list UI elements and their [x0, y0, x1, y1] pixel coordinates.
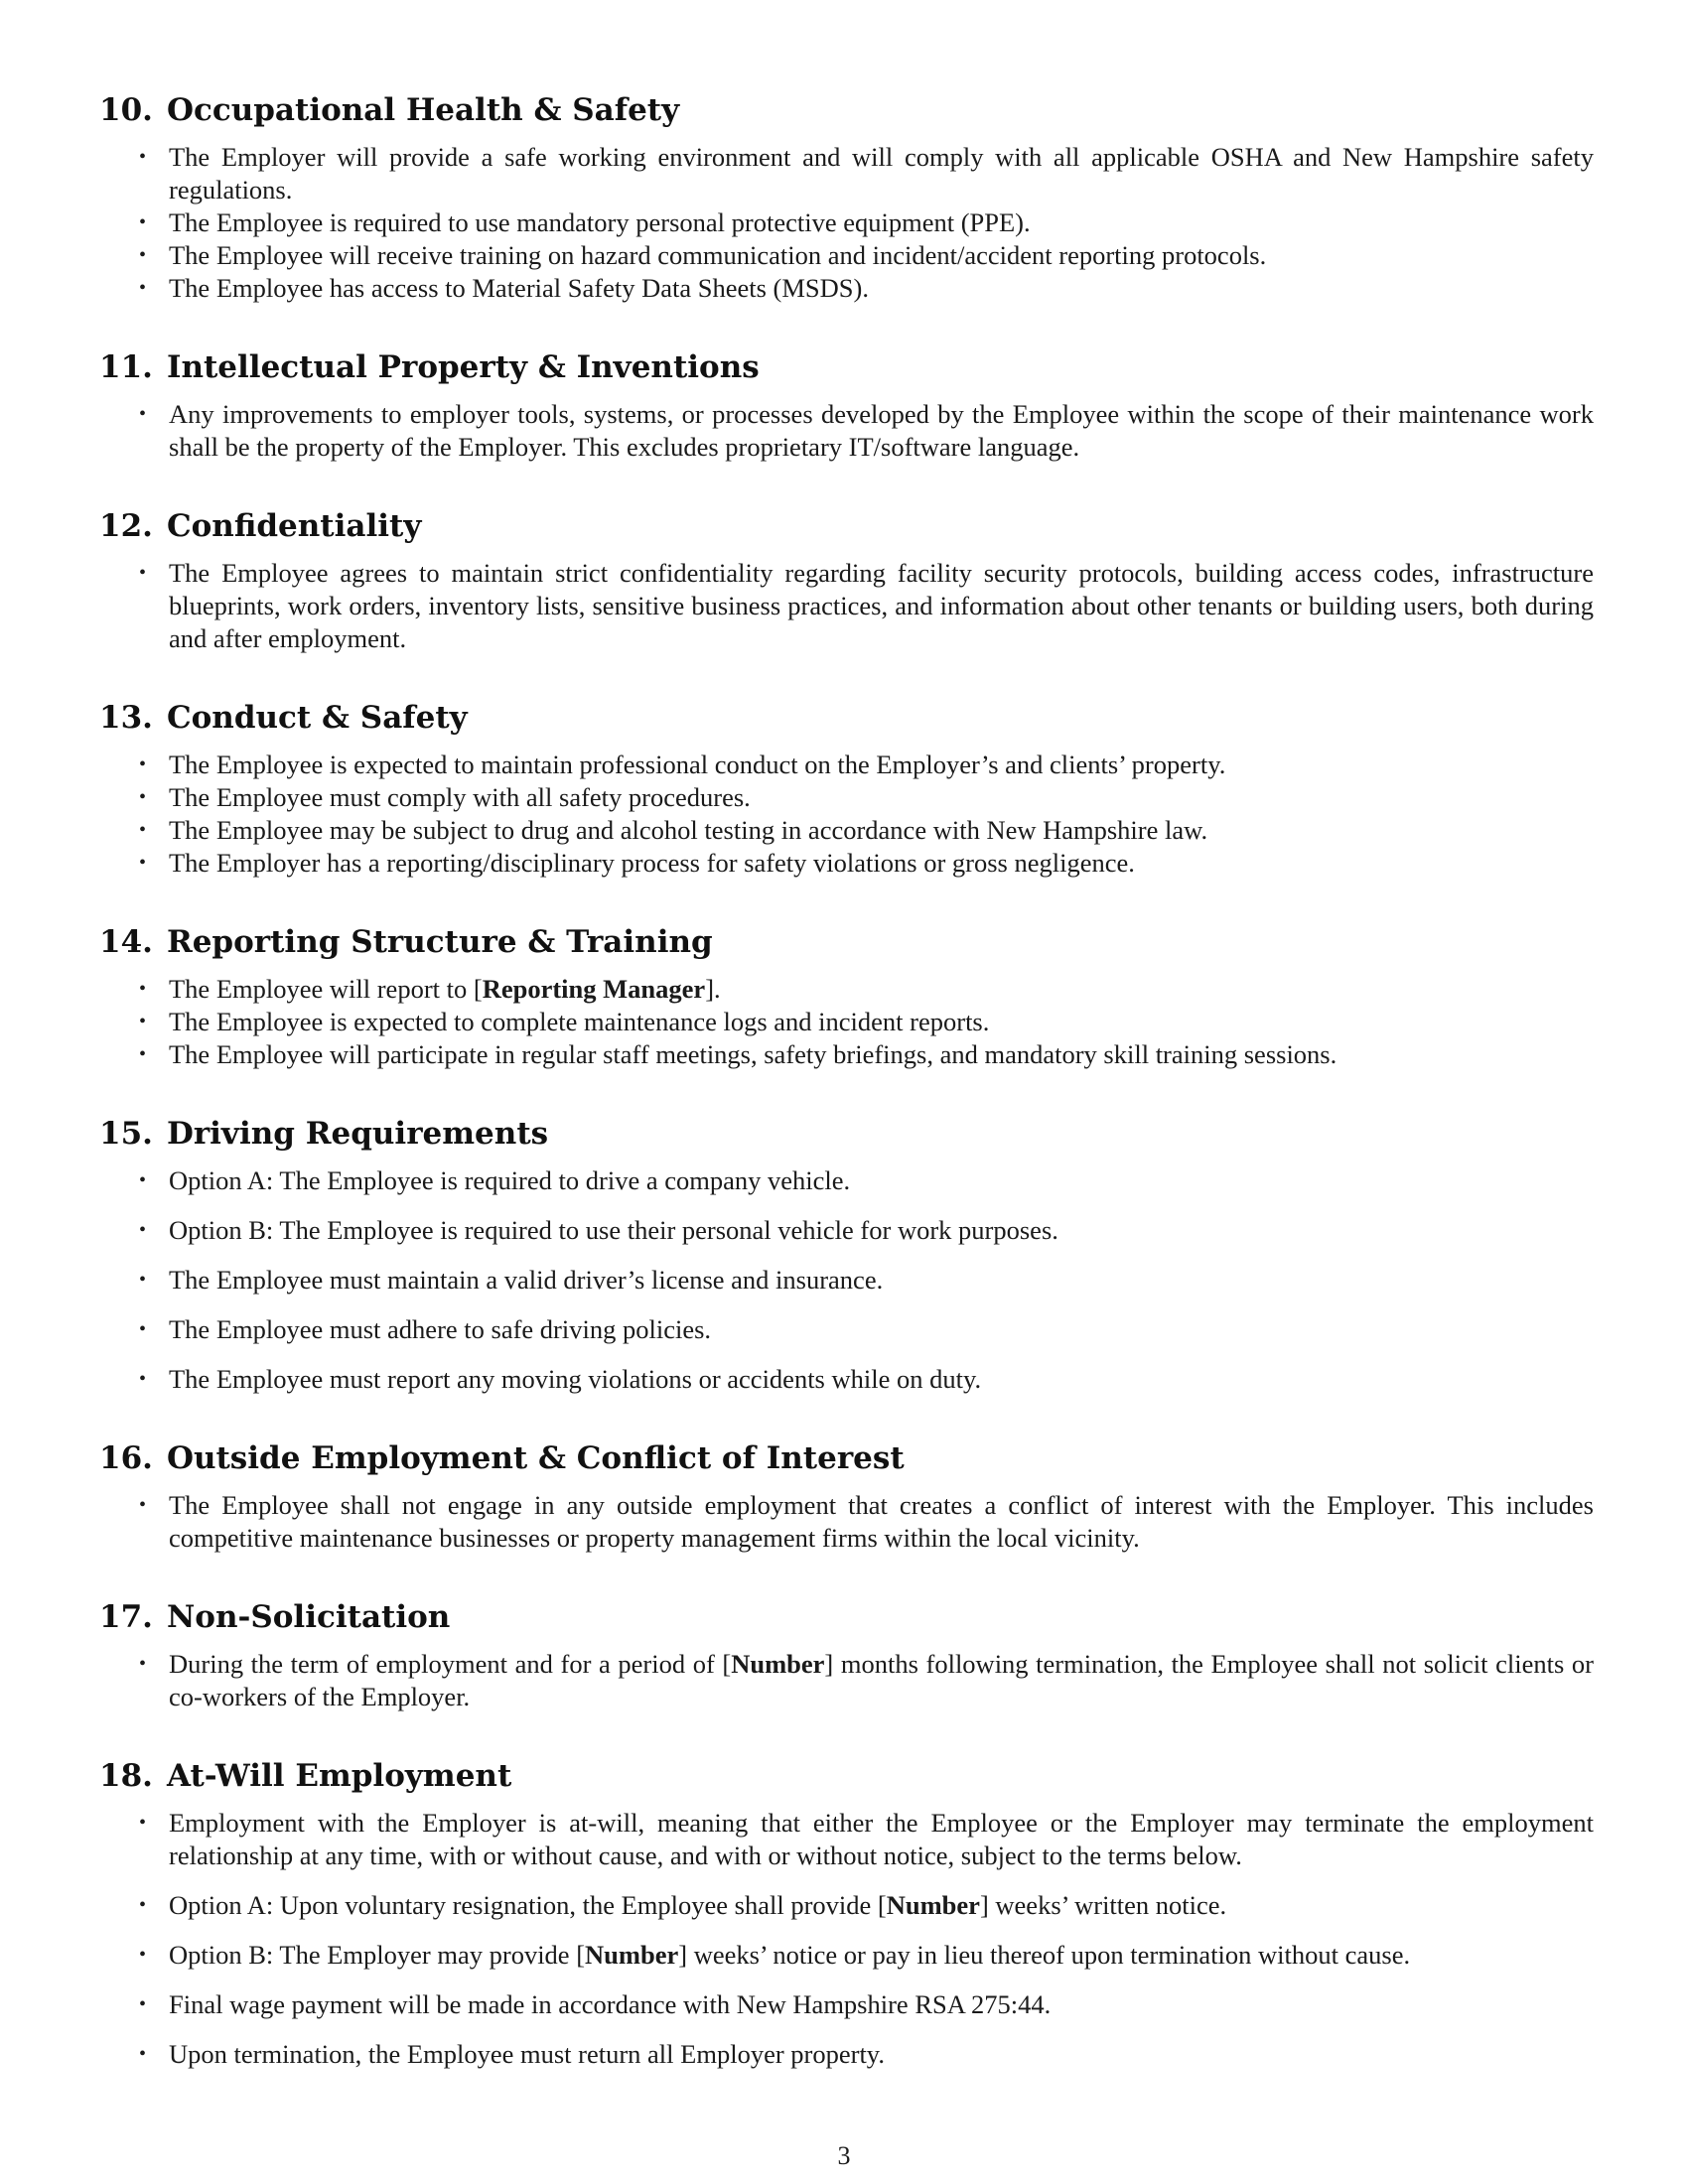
section-heading	[99, 1757, 1594, 1795]
list-item-text: The Employee must adhere to safe driving policies.	[169, 1314, 712, 1344]
bullet-icon: •	[139, 1169, 147, 1191]
bullet-list	[99, 1164, 1594, 1396]
section	[99, 1439, 1594, 1555]
page-number: 3	[837, 2141, 851, 2170]
section	[99, 348, 1594, 464]
section-number: 11.	[99, 349, 153, 385]
section	[99, 1115, 1594, 1396]
list-item-text: During the term of employment and for a period of [	[169, 1649, 732, 1679]
section-heading	[99, 1439, 1594, 1477]
bullet-list	[99, 1648, 1594, 1713]
bullet-icon: •	[139, 1993, 147, 2015]
list-item	[99, 749, 1594, 781]
bullet-icon: •	[139, 244, 147, 266]
bullet-icon: •	[139, 277, 147, 299]
document-page	[99, 91, 1594, 2115]
section-title: Driving Requirements	[166, 1116, 549, 1152]
bullet-icon: •	[139, 1318, 147, 1340]
bullet-icon: •	[139, 1653, 147, 1675]
bullet-icon: •	[139, 978, 147, 1000]
list-item	[99, 781, 1594, 814]
bullet-list	[99, 398, 1594, 464]
bullet-icon: •	[139, 819, 147, 841]
list-item-text: ].	[705, 974, 721, 1004]
list-item-text: The Employer has a reporting/disciplinary process for safety violations or gross negligence.	[169, 848, 1135, 878]
section-heading	[99, 699, 1594, 737]
list-item-text: The Employee may be subject to drug and alcohol testing in accordance with New Hampshire law.	[169, 815, 1208, 845]
section-title: Reporting Structure & Training	[166, 924, 713, 960]
bullet-list	[99, 1807, 1594, 2071]
list-item	[99, 1038, 1594, 1071]
list-item-text: The Employer will provide a safe working environment and will comply with all applicable OSHA and New Hampshire safety regulations.	[169, 142, 1594, 205]
bullet-icon: •	[139, 1368, 147, 1390]
list-item	[99, 1264, 1594, 1297]
list-item-text: Option A: The Employee is required to drive a company vehicle.	[169, 1165, 851, 1195]
list-item-text: The Employee will receive training on hazard communication and incident/accident reporting protocols.	[169, 240, 1267, 270]
list-item	[99, 239, 1594, 272]
bullet-icon: •	[139, 562, 147, 584]
list-item	[99, 1489, 1594, 1555]
bullet-icon: •	[139, 1043, 147, 1065]
list-item	[99, 398, 1594, 464]
list-item	[99, 847, 1594, 880]
list-item-text: The Employee will report to [	[169, 974, 483, 1004]
bullet-icon: •	[139, 2043, 147, 2065]
list-item	[99, 557, 1594, 655]
section-number: 17.	[99, 1599, 153, 1635]
list-item-text: Option B: The Employer may provide [	[169, 1940, 586, 1970]
list-item-text: The Employee has access to Material Safety Data Sheets (MSDS).	[169, 273, 869, 303]
section-number: 10.	[99, 92, 153, 128]
list-item	[99, 973, 1594, 1006]
list-item	[99, 206, 1594, 239]
list-item	[99, 1807, 1594, 1872]
list-item-text: The Employee agrees to maintain strict confidentiality regarding facility security protocols, building access codes, infrastructure blueprints, work orders, inventory lists, sensitive business practices, and information about other tenants or building users, both during and after employment.	[169, 558, 1594, 653]
section-number: 15.	[99, 1116, 153, 1152]
bullet-icon: •	[139, 1812, 147, 1834]
list-item	[99, 1939, 1594, 1972]
list-item-text: ] weeks’ written notice.	[979, 1890, 1227, 1920]
list-item-text: Any improvements to employer tools, systems, or processes developed by the Employee within the scope of their maintenance work shall be the property of the Employer. This excludes proprietary IT/software language.	[169, 399, 1594, 462]
list-item-text: The Employee must report any moving violations or accidents while on duty.	[169, 1364, 982, 1394]
section-number: 13.	[99, 700, 153, 736]
list-item-text: The Employee is expected to complete maintenance logs and incident reports.	[169, 1007, 990, 1036]
bullet-icon: •	[139, 1944, 147, 1966]
section	[99, 923, 1594, 1071]
list-item-text: The Employee is expected to maintain professional conduct on the Employer’s and clients’ property.	[169, 750, 1226, 779]
bullet-icon: •	[139, 786, 147, 808]
bullet-icon: •	[139, 211, 147, 233]
list-item	[99, 272, 1594, 305]
bullet-icon: •	[139, 1219, 147, 1241]
section-heading	[99, 1115, 1594, 1153]
list-item-text: Option A: Upon voluntary resignation, the Employee shall provide [	[169, 1890, 887, 1920]
section-title: Conduct & Safety	[166, 700, 468, 736]
section-heading	[99, 1598, 1594, 1636]
placeholder-field: Number	[585, 1940, 679, 1970]
section-title: Outside Employment & Conflict of Interest	[166, 1440, 905, 1476]
list-item-text: ] weeks’ notice or pay in lieu thereof upon termination without cause.	[678, 1940, 1411, 1970]
section	[99, 699, 1594, 880]
section-heading	[99, 348, 1594, 386]
list-item	[99, 141, 1594, 206]
section-heading	[99, 923, 1594, 961]
section-number: 16.	[99, 1440, 153, 1476]
section	[99, 91, 1594, 305]
section-number: 18.	[99, 1758, 153, 1794]
section	[99, 1757, 1594, 2071]
bullet-list	[99, 557, 1594, 655]
bullet-list	[99, 1489, 1594, 1555]
section-title: Confidentiality	[166, 508, 422, 544]
section-title: Non-Solicitation	[166, 1599, 451, 1635]
placeholder-field: Reporting Manager	[482, 974, 706, 1004]
placeholder-field: Number	[731, 1649, 825, 1679]
section-title: Intellectual Property & Inventions	[166, 349, 760, 385]
bullet-icon: •	[139, 1894, 147, 1916]
list-item-text: Final wage payment will be made in accordance with New Hampshire RSA 275:44.	[169, 1989, 1052, 2019]
section	[99, 507, 1594, 655]
list-item	[99, 814, 1594, 847]
list-item-text: The Employee must maintain a valid driver’s license and insurance.	[169, 1265, 884, 1295]
list-item	[99, 2038, 1594, 2071]
list-item	[99, 1006, 1594, 1038]
section-title: Occupational Health & Safety	[166, 92, 680, 128]
section-number: 14.	[99, 924, 153, 960]
list-item	[99, 1363, 1594, 1396]
bullet-icon: •	[139, 1494, 147, 1516]
section	[99, 1598, 1594, 1713]
list-item-text: The Employee will participate in regular staff meetings, safety briefings, and mandatory skill training sessions.	[169, 1039, 1337, 1069]
section-heading	[99, 91, 1594, 129]
section-title: At-Will Employment	[166, 1758, 512, 1794]
bullet-icon: •	[139, 1269, 147, 1291]
list-item	[99, 1648, 1594, 1713]
list-item	[99, 1164, 1594, 1197]
placeholder-field: Number	[886, 1890, 980, 1920]
bullet-icon: •	[139, 146, 147, 168]
list-item-text: ] months following termination, the Employee shall not solicit clients or co-workers of the Employer.	[169, 1649, 1594, 1711]
list-item	[99, 1889, 1594, 1922]
list-item-text: Employment with the Employer is at-will, meaning that either the Employee or the Employer may terminate the employment relationship at any time, with or without cause, and with or without notice, subject to the terms below.	[169, 1808, 1594, 1870]
list-item-text: The Employee shall not engage in any outside employment that creates a conflict of interest with the Employer. This includes competitive maintenance businesses or property management firms within the local vicinity.	[169, 1490, 1594, 1553]
bullet-icon: •	[139, 403, 147, 425]
list-item-text: Option B: The Employee is required to use their personal vehicle for work purposes.	[169, 1215, 1058, 1245]
bullet-icon: •	[139, 753, 147, 775]
list-item-text: The Employee is required to use mandatory personal protective equipment (PPE).	[169, 207, 1031, 237]
list-item-text: Upon termination, the Employee must return all Employer property.	[169, 2039, 885, 2069]
bullet-icon: •	[139, 1011, 147, 1032]
list-item-text: The Employee must comply with all safety procedures.	[169, 782, 751, 812]
bullet-list	[99, 141, 1594, 305]
section-number: 12.	[99, 508, 153, 544]
list-item	[99, 1214, 1594, 1247]
list-item	[99, 1988, 1594, 2021]
list-item	[99, 1313, 1594, 1346]
bullet-icon: •	[139, 852, 147, 874]
bullet-list	[99, 749, 1594, 880]
bullet-list	[99, 973, 1594, 1071]
section-heading	[99, 507, 1594, 545]
